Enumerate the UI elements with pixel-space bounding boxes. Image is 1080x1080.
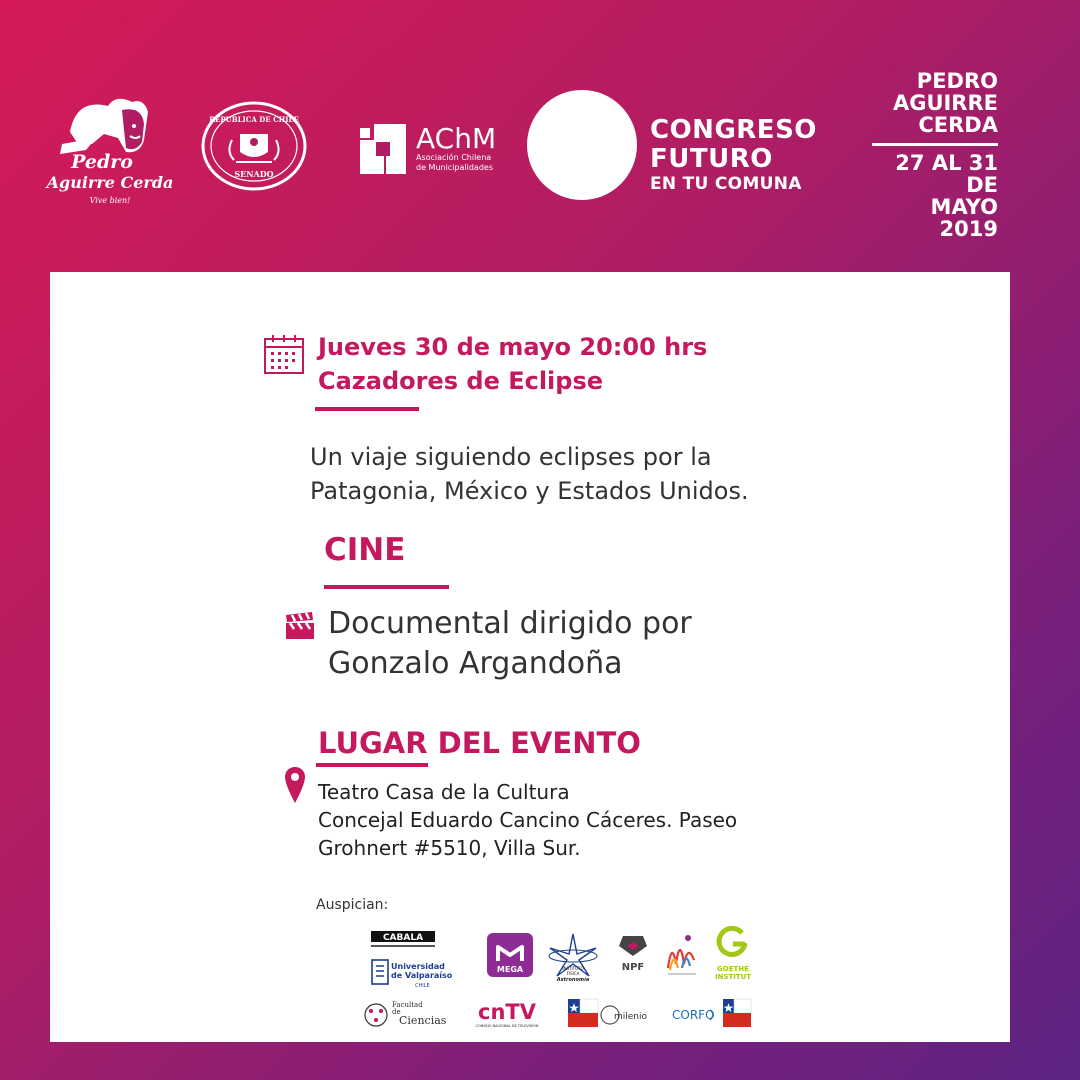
description-line: Patagonia, México y Estados Unidos. (310, 477, 749, 505)
svg-text:Pedro: Pedro (71, 151, 133, 173)
cabala-logo (371, 931, 435, 949)
map-pin-icon (285, 767, 305, 803)
event-dates (860, 152, 998, 240)
milenio-logo (600, 1003, 646, 1027)
date-line: DE (966, 173, 998, 197)
commune-line: PEDRO (916, 69, 998, 93)
svg-text:CHILE: CHILE (415, 983, 430, 989)
documentary-credit (328, 604, 848, 684)
address-line: Grohnert #5510, Villa Sur. (318, 836, 581, 860)
credit-line: Documental dirigido por (328, 606, 692, 641)
venue-address (318, 778, 878, 862)
svg-text:NPF: NPF (621, 962, 645, 973)
corfo-logo (670, 1004, 718, 1026)
category-heading: CINE (324, 532, 406, 568)
universidad-valparaiso-logo (371, 958, 453, 990)
credit-line: Gonzalo Argandoña (328, 646, 623, 681)
en-tu-comuna-line: EN TU COMUNA (650, 174, 802, 194)
svg-text:FISICA: FISICA (566, 971, 580, 976)
svg-text:de: de (392, 1008, 401, 1016)
svg-text:Ciencias: Ciencias (399, 1014, 447, 1027)
achm-logo (356, 118, 506, 178)
instituto-astronomia-logo (544, 930, 602, 982)
svg-text:SENADO: SENADO (234, 169, 274, 179)
svg-text:CORFO: CORFO (672, 1008, 715, 1022)
gobierno-chile-logo-2 (723, 999, 751, 1027)
mega-logo (487, 933, 533, 977)
header-divider (872, 143, 998, 146)
date-line: 2019 (939, 217, 998, 241)
svg-text:REPUBLICA DE CHILE: REPUBLICA DE CHILE (209, 115, 299, 124)
svg-text:MEGA: MEGA (496, 965, 524, 974)
svg-text:GOETHE: GOETHE (717, 965, 749, 973)
event-description (310, 440, 830, 508)
svg-text:Asociación Chilena: Asociación Chilena (416, 153, 492, 162)
svg-text:Universidad: Universidad (391, 962, 445, 971)
svg-text:Facultad: Facultad (392, 1001, 423, 1009)
svg-text:Aguirre Cerda: Aguirre Cerda (46, 173, 174, 192)
category-underline (324, 585, 449, 589)
congreso-futuro-title (650, 116, 850, 194)
svg-text:de Municipalidades: de Municipalidades (416, 163, 494, 172)
svg-text:INSTITUTO: INSTITUTO (562, 966, 584, 971)
date-line: 27 AL 31 (895, 151, 998, 175)
event-title: Cazadores de Eclipse (318, 367, 604, 395)
svg-text:cnTV: cnTV (478, 1000, 536, 1024)
svg-text:AChM: AChM (416, 122, 497, 155)
pedro-aguirre-cerda-logo (46, 92, 174, 212)
venue-heading: LUGAR DEL EVENTO (318, 726, 641, 760)
svg-text:Astronomía: Astronomía (556, 977, 590, 983)
facultad-ciencias-logo (362, 999, 446, 1029)
sponsors-label: Auspician: (316, 897, 389, 913)
svg-text:milenio: milenio (614, 1012, 648, 1022)
description-line: Un viaje siguiendo eclipses por la (310, 443, 712, 471)
cntv-logo (474, 999, 540, 1029)
event-date-time: Jueves 30 de mayo 20:00 hrs (318, 333, 708, 361)
npf-logo (617, 932, 649, 978)
date-line: MAYO (930, 195, 998, 219)
svg-text:CONSEJO NACIONAL DE TELEVISION: CONSEJO NACIONAL DE TELEVISION (475, 1024, 539, 1028)
congreso-line: CONGRESO (650, 115, 817, 145)
senado-seal (200, 100, 308, 192)
commune-name (860, 70, 998, 136)
gobierno-chile-logo (568, 999, 598, 1027)
futuro-line: FUTURO (650, 144, 773, 174)
clapperboard-icon (285, 612, 315, 640)
svg-text:Vive bien!: Vive bien! (89, 196, 131, 205)
commune-line: CERDA (918, 113, 998, 137)
address-line: Concejal Eduardo Cancino Cáceres. Paseo (318, 808, 738, 832)
instituto-matematicas-logo (664, 930, 700, 980)
commune-line: AGUIRRE (892, 91, 998, 115)
svg-text:INSTITUT: INSTITUT (714, 973, 752, 981)
congreso-futuro-circle (527, 90, 637, 200)
svg-text:CABALA: CABALA (382, 933, 424, 943)
title-underline (315, 407, 419, 411)
svg-text:de Valparaíso: de Valparaíso (391, 971, 453, 980)
calendar-icon (263, 333, 305, 375)
goethe-institut-logo (712, 925, 754, 983)
venue-underline (316, 763, 428, 767)
address-line: Teatro Casa de la Cultura (318, 780, 570, 804)
